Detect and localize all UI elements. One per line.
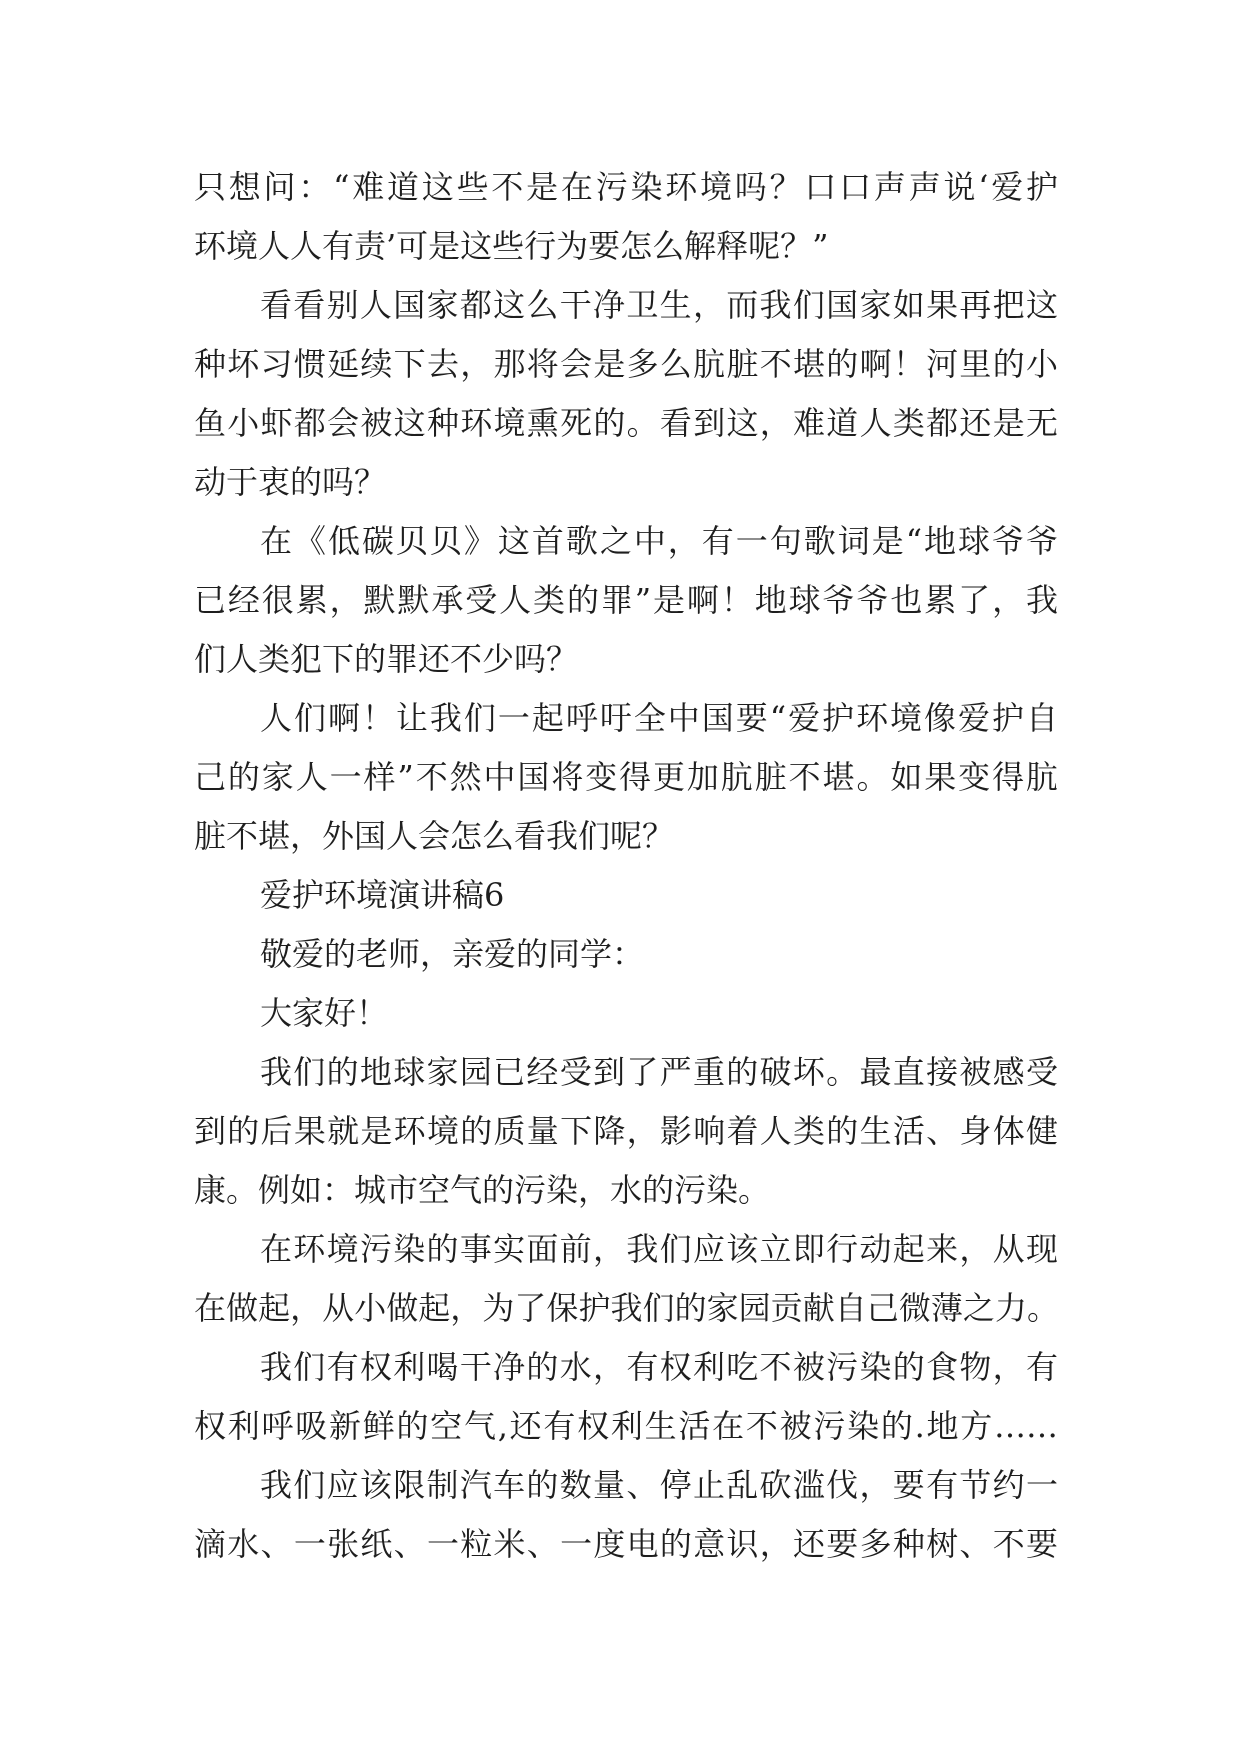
paragraph-first-line: 看看别人国家都这么干净卫生，而我们国家如果再把这: [260, 286, 1058, 324]
text-line: 种坏习惯延续下去，那将会是多么肮脏不堪的啊！河里的小: [194, 345, 1058, 383]
text-line: 滴水、一张纸、一粒米、一度电的意识，还要多种树、不要: [194, 1525, 1058, 1563]
paragraph-first-line: 我们的地球家园已经受到了严重的破坏。最直接被感受: [260, 1053, 1058, 1091]
paragraph-first-line: 我们应该限制汽车的数量、停止乱砍滥伐，要有节约一: [260, 1466, 1058, 1504]
text-line: 权利呼吸新鲜的空气,还有权利生活在不被污染的.地方……: [194, 1407, 1058, 1445]
text-line: 己的家人一样”不然中国将变得更加肮脏不堪。如果变得肮: [194, 758, 1058, 796]
paragraph-first-line: 我们有权利喝干净的水，有权利吃不被污染的食物，有: [260, 1348, 1058, 1386]
text-line: 鱼小虾都会被这种环境熏死的。看到这，难道人类都还是无: [194, 404, 1058, 442]
paragraph-first-line: 在环境污染的事实面前，我们应该立即行动起来，从现: [260, 1230, 1058, 1268]
greeting: 大家好！: [260, 994, 389, 1032]
document-body: [194, 158, 1058, 1574]
text-line: 在做起，从小做起，为了保护我们的家园贡献自己微薄之力。: [194, 1289, 1058, 1327]
text-line: 到的后果就是环境的质量下降，影响着人类的生活、身体健: [194, 1112, 1058, 1150]
text-line: 只想问：“难道这些不是在污染环境吗？口口声声说‘爱护: [194, 168, 1058, 206]
text-line: 脏不堪，外国人会怎么看我们呢？: [194, 817, 675, 855]
text-line: 环境人人有责’可是这些行为要怎么解释呢？”: [194, 227, 829, 265]
paragraph-first-line: 在《低碳贝贝》这首歌之中，有一句歌词是“地球爷爷: [260, 522, 1058, 560]
text-line: 们人类犯下的罪还不少吗？: [194, 640, 579, 678]
paragraph-first-line: 人们啊！让我们一起呼吁全中国要“爱护环境像爱护自: [260, 699, 1058, 737]
section-heading: 爱护环境演讲稿6: [260, 876, 505, 914]
salutation: 敬爱的老师，亲爱的同学：: [260, 935, 645, 973]
text-line: 动于衷的吗？: [194, 463, 387, 501]
text-line: 已经很累，默默承受人类的罪”是啊！地球爷爷也累了，我: [194, 581, 1058, 619]
text-line: 康。例如：城市空气的污染，水的污染。: [194, 1171, 771, 1209]
